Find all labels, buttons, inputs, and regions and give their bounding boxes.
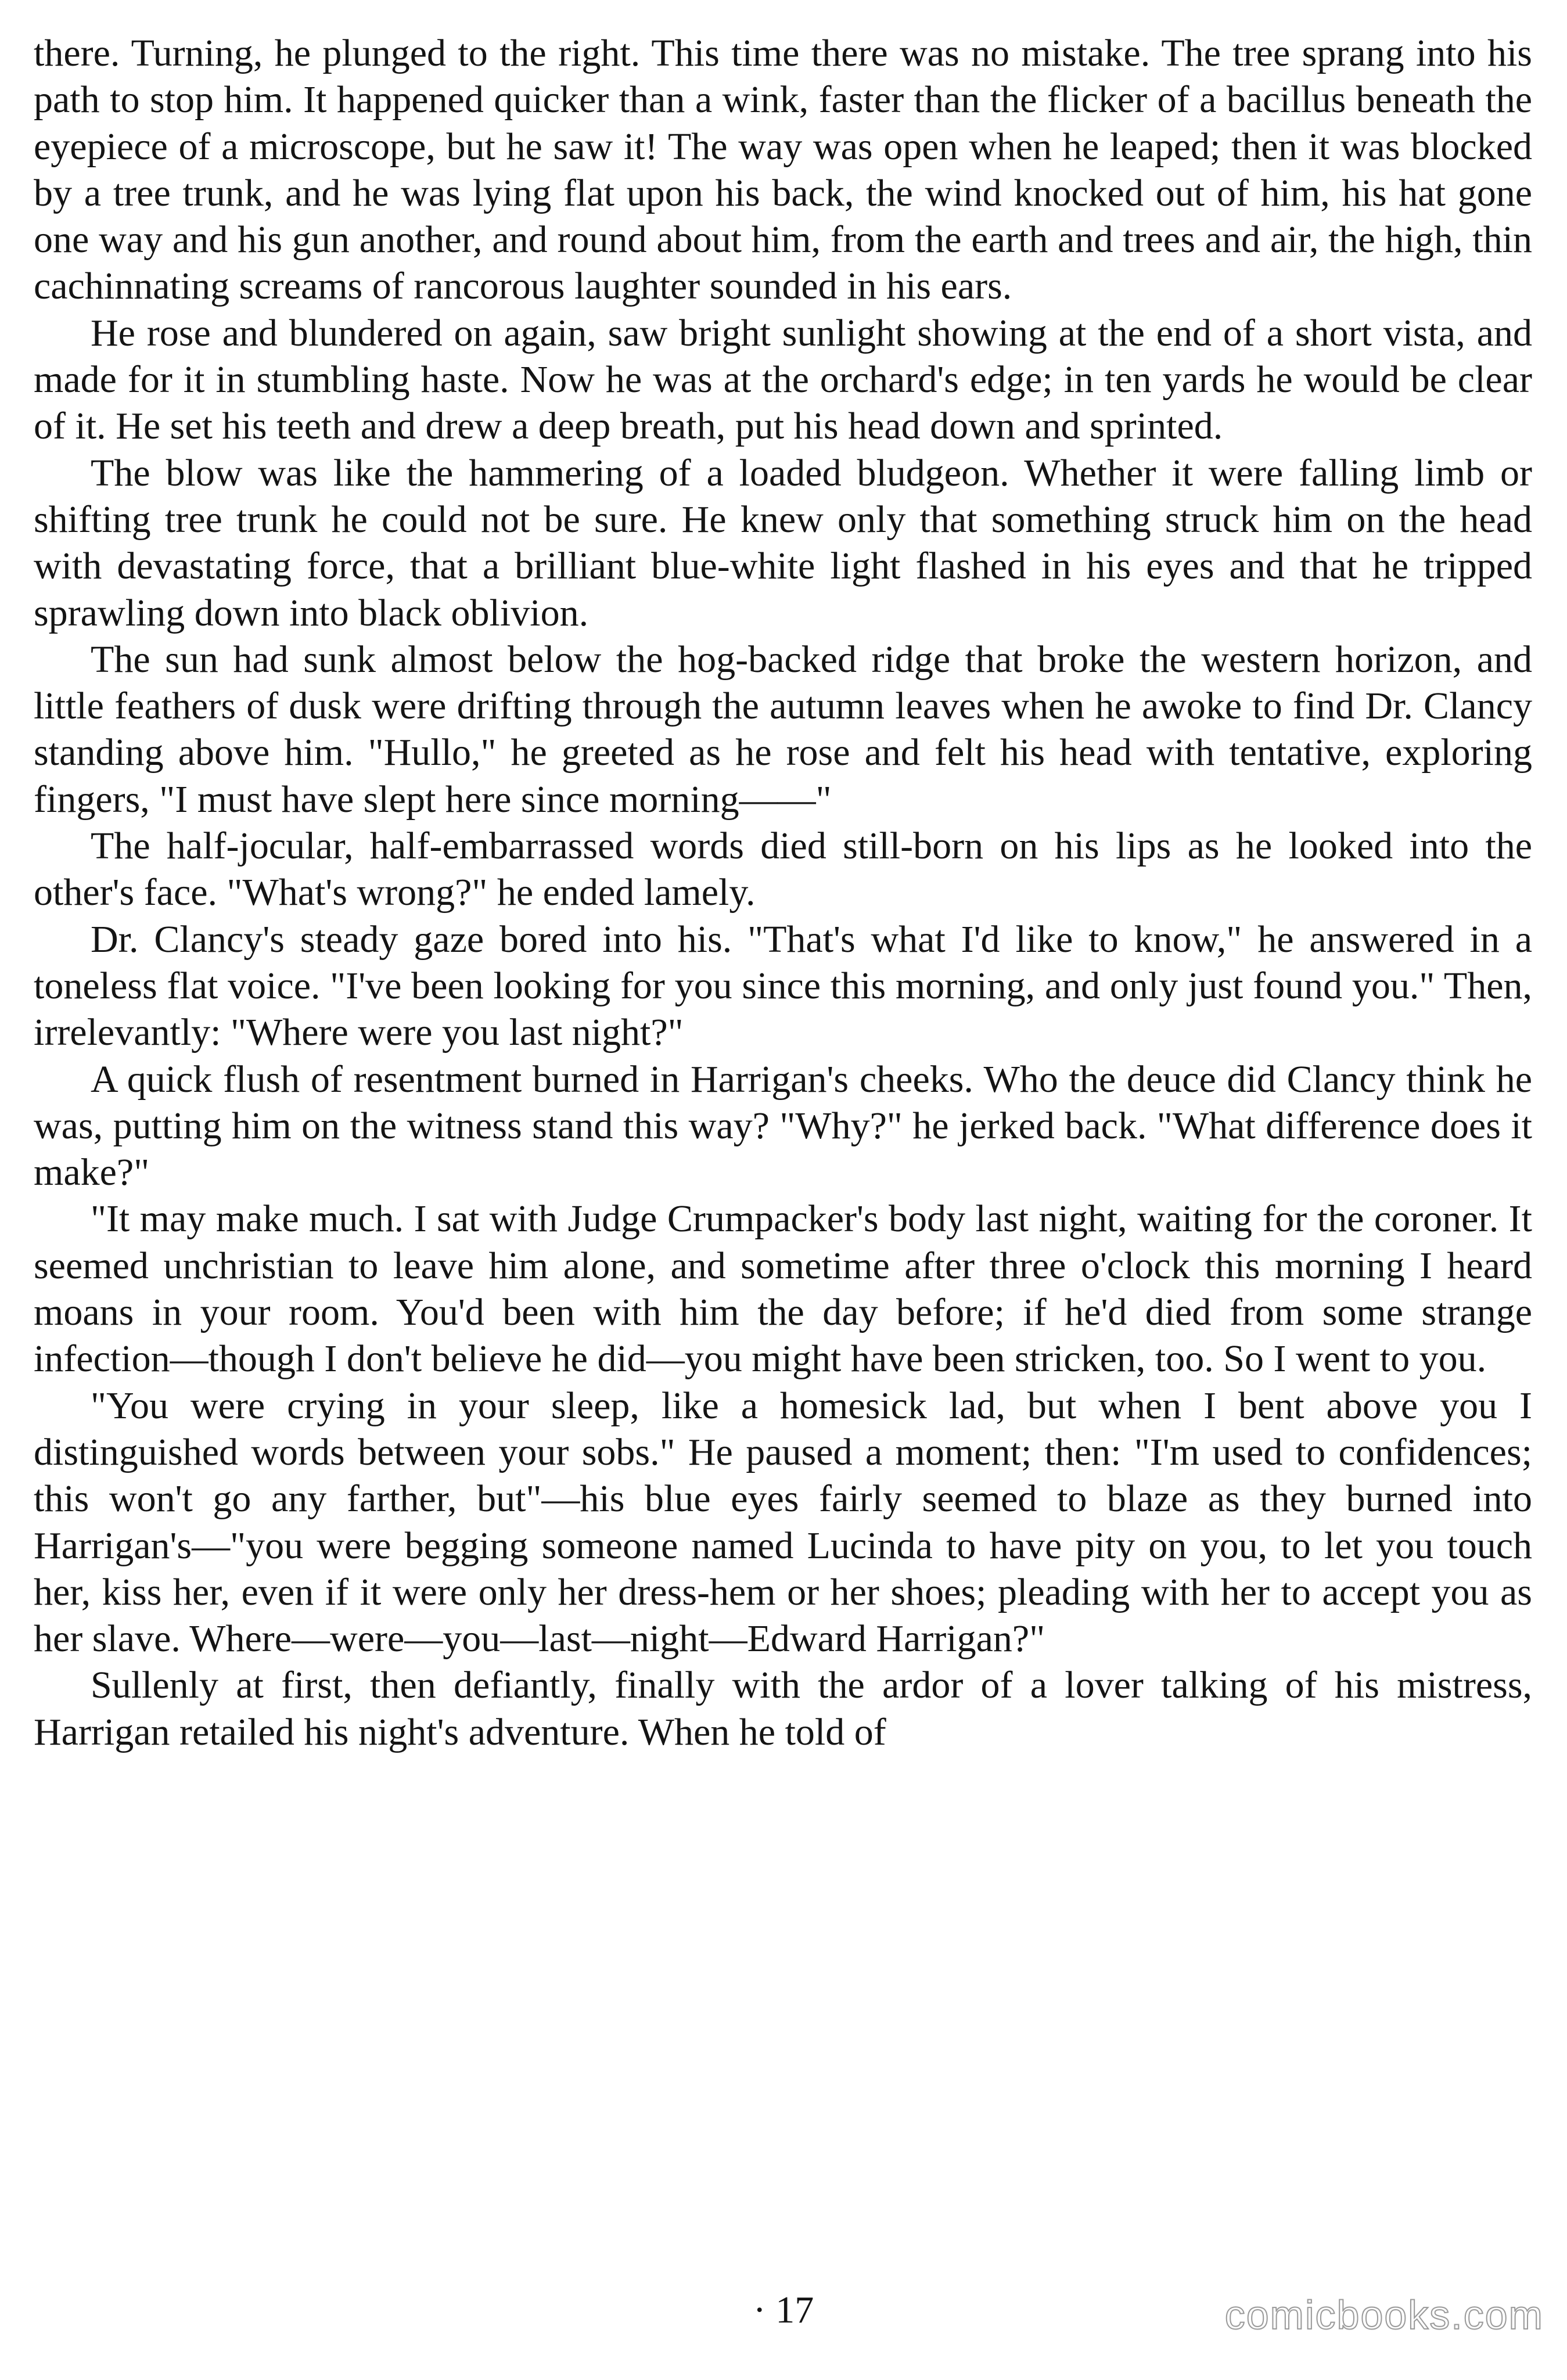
paragraph-continuation: there. Turning, he plunged to the right. This time there was no mistake. The tree sprang into his path to stop him. It happened quicker than a wink, faster than the flicker of a bacillus beneath the eyepiece of a microscope, but he saw it! The way was open when he leaped; then it was blocked by a tree trunk, and he was lying flat upon his back, the wind knocked out of him, his hat gone one way and his gun another, and round about him, from the earth and trees and air, the high, thin cachinnating screams of rancorous laughter sounded in his ears.	[34, 32, 1532, 308]
page-number: · 17	[753, 2289, 814, 2331]
paragraph: The half-jocular, half-embarrassed words died still-born on his lips as he looked into the other's face. "What's wrong?" he ended lamely.	[34, 825, 1532, 914]
paragraph: Dr. Clancy's steady gaze bored into his. "That's what I'd like to know," he answered in a toneless flat voice. "I've been looking for you since this morning, and only just found you." Then, irrelevantly: "Where were you last night?"	[34, 918, 1532, 1054]
paragraph: "It may make much. I sat with Judge Crumpacker's body last night, waiting for the coroner. It seemed unchristian to leave him alone, and sometime after three o'clock this morning I heard moans in your room. You'd been with him the day before; if he'd died from some strange infection—though I don't believe he did—you might have been stricken, too. So I went to you.	[34, 1198, 1532, 1380]
paragraph: The sun had sunk almost below the hog-backed ridge that broke the western horizon, and little feathers of dusk were drifting through the autumn leaves when he awoke to find Dr. Clancy standing above him. "Hullo," he greeted as he rose and felt his head with tentative, exploring fingers, "I must have slept here since morning——"	[34, 638, 1532, 821]
paragraph: "You were crying in your sleep, like a homesick lad, but when I bent above you I distinguished words between your sobs." He paused a moment; then: "I'm used to confidences; this won't go any farther, but"—his blue eyes fairly seemed to blaze as they burned into Harrigan's—"you were begging someone named Lucinda to have pity on you, to let you touch her, kiss her, even if it were only her dress-hem or her shoes; pleading with her to accept you as her slave. Where—were—you—last—night—Edward Harrigan?"	[34, 1384, 1532, 1660]
paragraph: He rose and blundered on again, saw bright sunlight showing at the end of a short vista, and made for it in stumbling haste. Now he was at the orchard's edge; in ten yards he would be clear of it. He set his teeth and drew a deep breath, put his head down and sprinted.	[34, 311, 1532, 448]
paragraph: The blow was like the hammering of a loaded bludgeon. Whether it were falling limb or shifting tree trunk he could not be sure. He knew only that something struck him on the head with devastating force, that a brilliant blue-white light flashed in his eyes and that he tripped sprawling down into black oblivion.	[34, 451, 1532, 634]
story-text	[34, 30, 1532, 1756]
paragraph: Sullenly at first, then defiantly, finally with the ardor of a lover talking of his mistress, Harrigan retailed his night's adventure. When he told of	[34, 1664, 1532, 1753]
watermark: comicbooks.com	[1224, 2292, 1544, 2338]
paragraph: A quick flush of resentment burned in Harrigan's cheeks. Who the deuce did Clancy think he was, putting him on the witness stand this way? "Why?" he jerked back. "What difference does it make?"	[34, 1058, 1532, 1194]
